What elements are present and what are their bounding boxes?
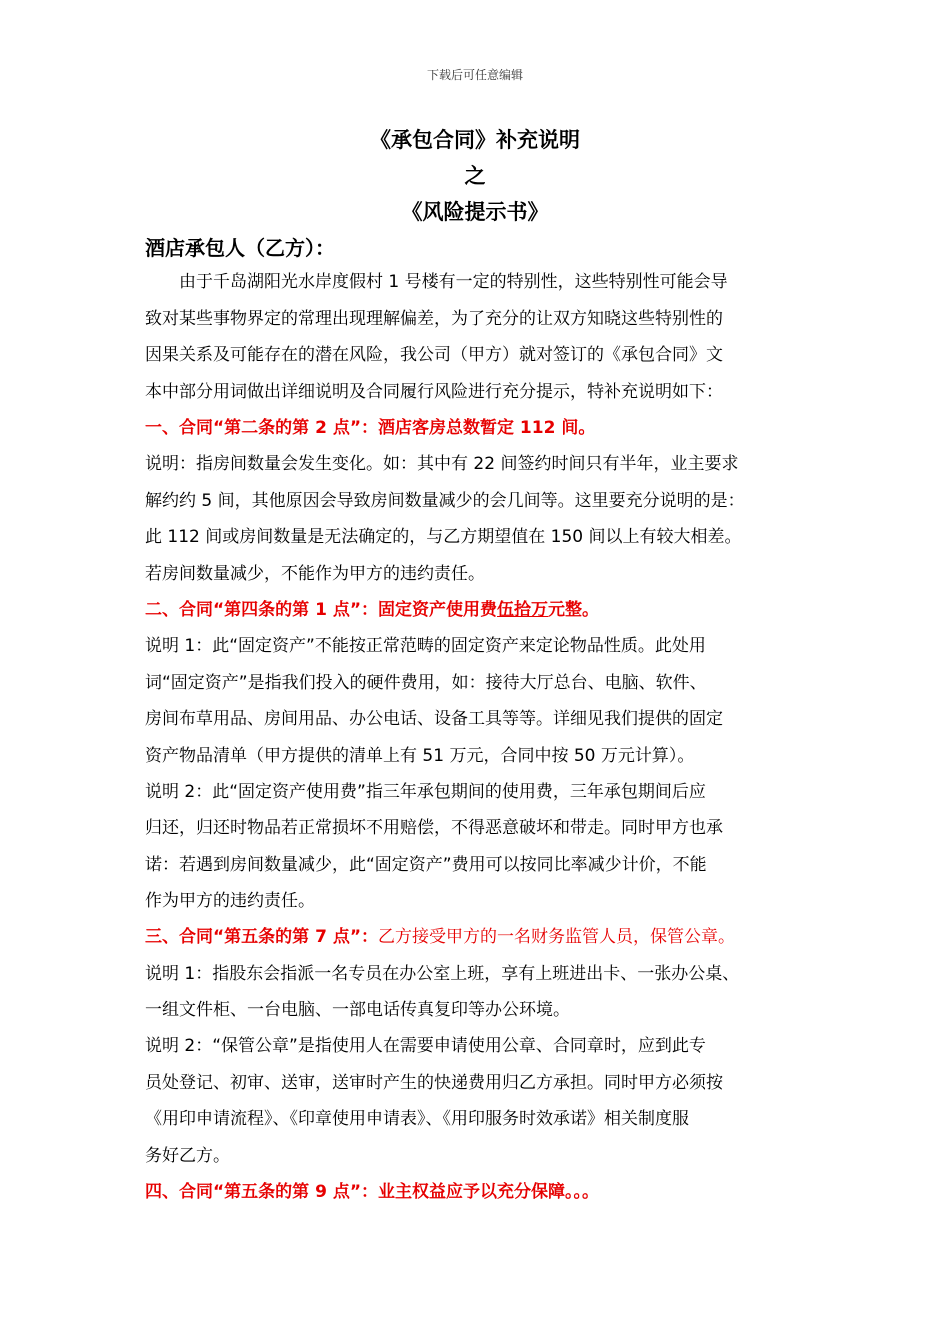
- section-2-heading-end: 元整。: [548, 600, 600, 620]
- section-2-heading: [145, 598, 599, 622]
- section-1-line: 此 112 间或房间数量是无法确定的，与乙方期望值在 150 间以上有较大相差。: [145, 527, 742, 547]
- section-2-line: 说明 1：此“固定资产”不能按正常范畴的固定资产来定论物品性质。此处用: [145, 636, 706, 656]
- section-4-heading: 四、合同“第五条的第 9 点”：业主权益应予以充分保障。。。: [145, 1182, 600, 1202]
- intro-line: 本中部分用词做出详细说明及合同履行风险进行充分提示，特补充说明如下：: [145, 382, 723, 402]
- section-3-heading: [145, 925, 735, 949]
- title-line-1: 《承包合同》补充说明: [370, 128, 580, 152]
- section-2-line: 作为甲方的违约责任。: [145, 891, 315, 911]
- section-1-heading: 一、合同“第二条的第 2 点”：酒店客房总数暂定 112 间。: [145, 418, 596, 438]
- section-3-line: 务好乙方。: [145, 1146, 230, 1166]
- addressee: 酒店承包人（乙方）：: [145, 236, 335, 260]
- title-line-3: 《风险提示书》: [401, 200, 549, 224]
- section-3-line: 说明 1：指股东会指派一名专员在办公室上班，享有上班进出卡、一张办公桌、: [145, 964, 740, 984]
- section-2-line: 房间布草用品、房间用品、办公电话、设备工具等等。详细见我们提供的固定: [145, 709, 723, 729]
- section-3-heading-content: 乙方接受甲方的一名财务监管人员，保管公章。: [378, 927, 736, 947]
- section-3-heading-text: 三、合同“第五条的第 7 点”：: [145, 927, 379, 947]
- section-3-line: 说明 2：“保管公章”是指使用人在需要申请使用公章、合同章时，应到此专: [145, 1036, 706, 1056]
- section-3-line: 一组文件柜、一台电脑、一部电话传真复印等办公环境。: [145, 1000, 570, 1020]
- section-1-line: 若房间数量减少，不能作为甲方的违约责任。: [145, 564, 485, 584]
- section-2-heading-text: 二、合同“第四条的第 1 点”：固定资产使用费: [145, 600, 498, 620]
- section-2-line: 说明 2：此“固定资产使用费”指三年承包期间的使用费，三年承包期间后应: [145, 782, 706, 802]
- section-1-line: 解约约 5 间，其他原因会导致房间数量减少的会几间等。这里要充分说明的是：: [145, 491, 745, 511]
- section-2-line: 诺：若遇到房间数量减少，此“固定资产”费用可以按同比率减少计价，不能: [145, 855, 707, 875]
- section-2-line: 归还，归还时物品若正常损坏不用赔偿，不得恶意破坏和带走。同时甲方也承: [145, 818, 723, 838]
- section-3-line: 员处登记、初审、送审，送审时产生的快递费用归乙方承担。同时甲方必须按: [145, 1073, 723, 1093]
- header-note: 下载后可任意编辑: [426, 68, 523, 82]
- section-1-line: 说明：指房间数量会发生变化。如：其中有 22 间签约时间只有半年，业主要求: [145, 454, 739, 474]
- intro-line: 由于千岛湖阳光水岸度假村 1 号楼有一定的特别性，这些特别性可能会导: [145, 272, 728, 292]
- section-2-line: 词“固定资产”是指我们投入的硬件费用，如：接待大厅总台、电脑、软件、: [145, 673, 707, 693]
- intro-line: 致对某些事物界定的常理出现理解偏差，为了充分的让双方知晓这些特别性的: [145, 309, 723, 329]
- title-line-2: 之: [464, 164, 486, 188]
- section-3-line: 《用印申请流程》、《印章使用申请表》、《用印服务时效承诺》相关制度服: [145, 1109, 689, 1129]
- section-2-heading-amount: 伍拾万: [497, 600, 549, 620]
- intro-line: 因果关系及可能存在的潜在风险，我公司（甲方）就对签订的《承包合同》文: [145, 345, 723, 365]
- section-2-line: 资产物品清单（甲方提供的清单上有 51 万元，合同中按 50 万元计算）。: [145, 746, 695, 766]
